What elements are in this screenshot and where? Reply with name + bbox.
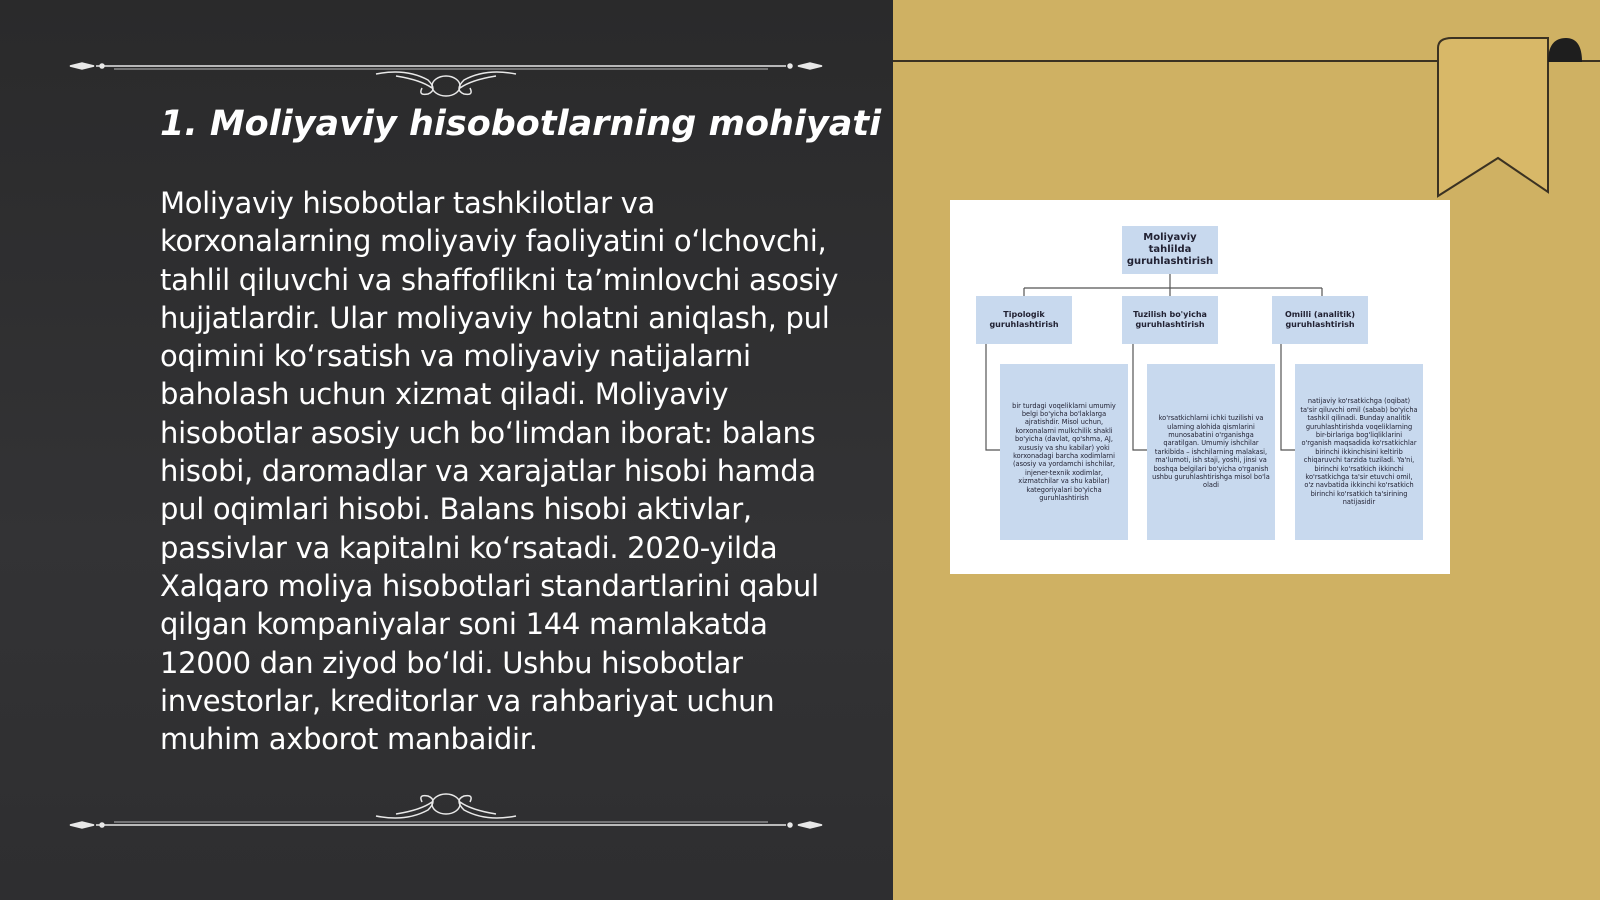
slide-title: 1. Moliyaviy hisobotlarning mohiyati	[160, 104, 882, 144]
ornament-bottom-icon	[66, 784, 826, 834]
diagram-category-node: Tipologik guruhlashtirish	[976, 296, 1072, 344]
slide-body-text: Moliyaviy hisobotlar tashkilotlar va korxonalarning moliyaviy faoliyatini o‘lchovchi, tahlil qiluvchi va shaffoflikni ta’minlovchi asosiy hujjatlardir. Ular moliyaviy holatni aniqlash, pul oqimini ko‘rsatish va moliyaviy natijalarni baholash uchun xizmat qiladi. Moliyaviy hisobotlar asosiy uch bo‘limdan iborat: balans hisobi, daromadlar va xarajatlar hisobi hamda pul oqimlari hisobi. Balans hisobi aktivlar, passivlar va kapitalni ko‘rsatadi. 2020-yilda Xalqaro moliya hisobotlari standartlarini qabul qilgan kompaniyalar soni 144 mamlakatda 12000 dan ziyod bo‘ldi. Ushbu hisobotlar investorlar, kreditorlar va rahbariyat uchun muhim axborot manbaidir.	[160, 186, 839, 757]
diagram-image	[950, 200, 1450, 574]
diagram-category-node: Tuzilish bo'yicha guruhlashtirish	[1122, 296, 1218, 344]
diagram-category-node: Omilli (analitik) guruhlashtirish	[1272, 296, 1368, 344]
diagram-root-node: Moliyaviy tahlilda guruhlashtirish	[1122, 226, 1218, 274]
ornament-top-icon	[66, 50, 826, 100]
bookmark-ribbon-icon	[1430, 36, 1590, 198]
diagram-description-node: ko'rsatkichlarni ichki tuzilishi va ularning alohida qismlarini munosabatini o'rganishga qaratilgan. Umumiy ishchilar tarkibida – ishchilarning malakasi, ma'lumoti, ish staji, yoshi, jinsi va boshqa belgilari bo'yicha o'rganish ushbu guruhlashtirishga misol bo'la oladi	[1147, 364, 1275, 540]
diagram-description-node: natijaviy ko'rsatkichga (oqibat) ta'sir qiluvchi omil (sabab) bo'yicha tashkil qilinadi. Bunday analitik guruhlashtirishda voqeliklarning bir-birlariga bog'liqliklarini o'rganish maqsadida ko'rsatkichlar birinchi ikkinchisini keltirib chiqaruvchi tarzida tuziladi. Ya'ni, birinchi ko'rsatkich ikkinchi ko'rsatkichga ta'sir etuvchi omil, o'z navbatida ikkinchi ko'rsatkich birinchi ko'rsatkich ta'sirining natijasidir	[1295, 364, 1423, 540]
diagram-description-node: bir turdagi voqeliklarni umumiy belgi bo'yicha bo'laklarga ajratishdir. Misol uchun, korxonalarni mulkchilik shakli bo'yicha (davlat, qo'shma, AJ, xususiy va shu kabilar) yoki korxonadagi barcha xodimlarni (asosiy va yordamchi ishchilar, injener-texnik xodimlar, xizmatchilar va shu kabilar) kategoriyalari bo'yicha guruhlashtirish	[1000, 364, 1128, 540]
